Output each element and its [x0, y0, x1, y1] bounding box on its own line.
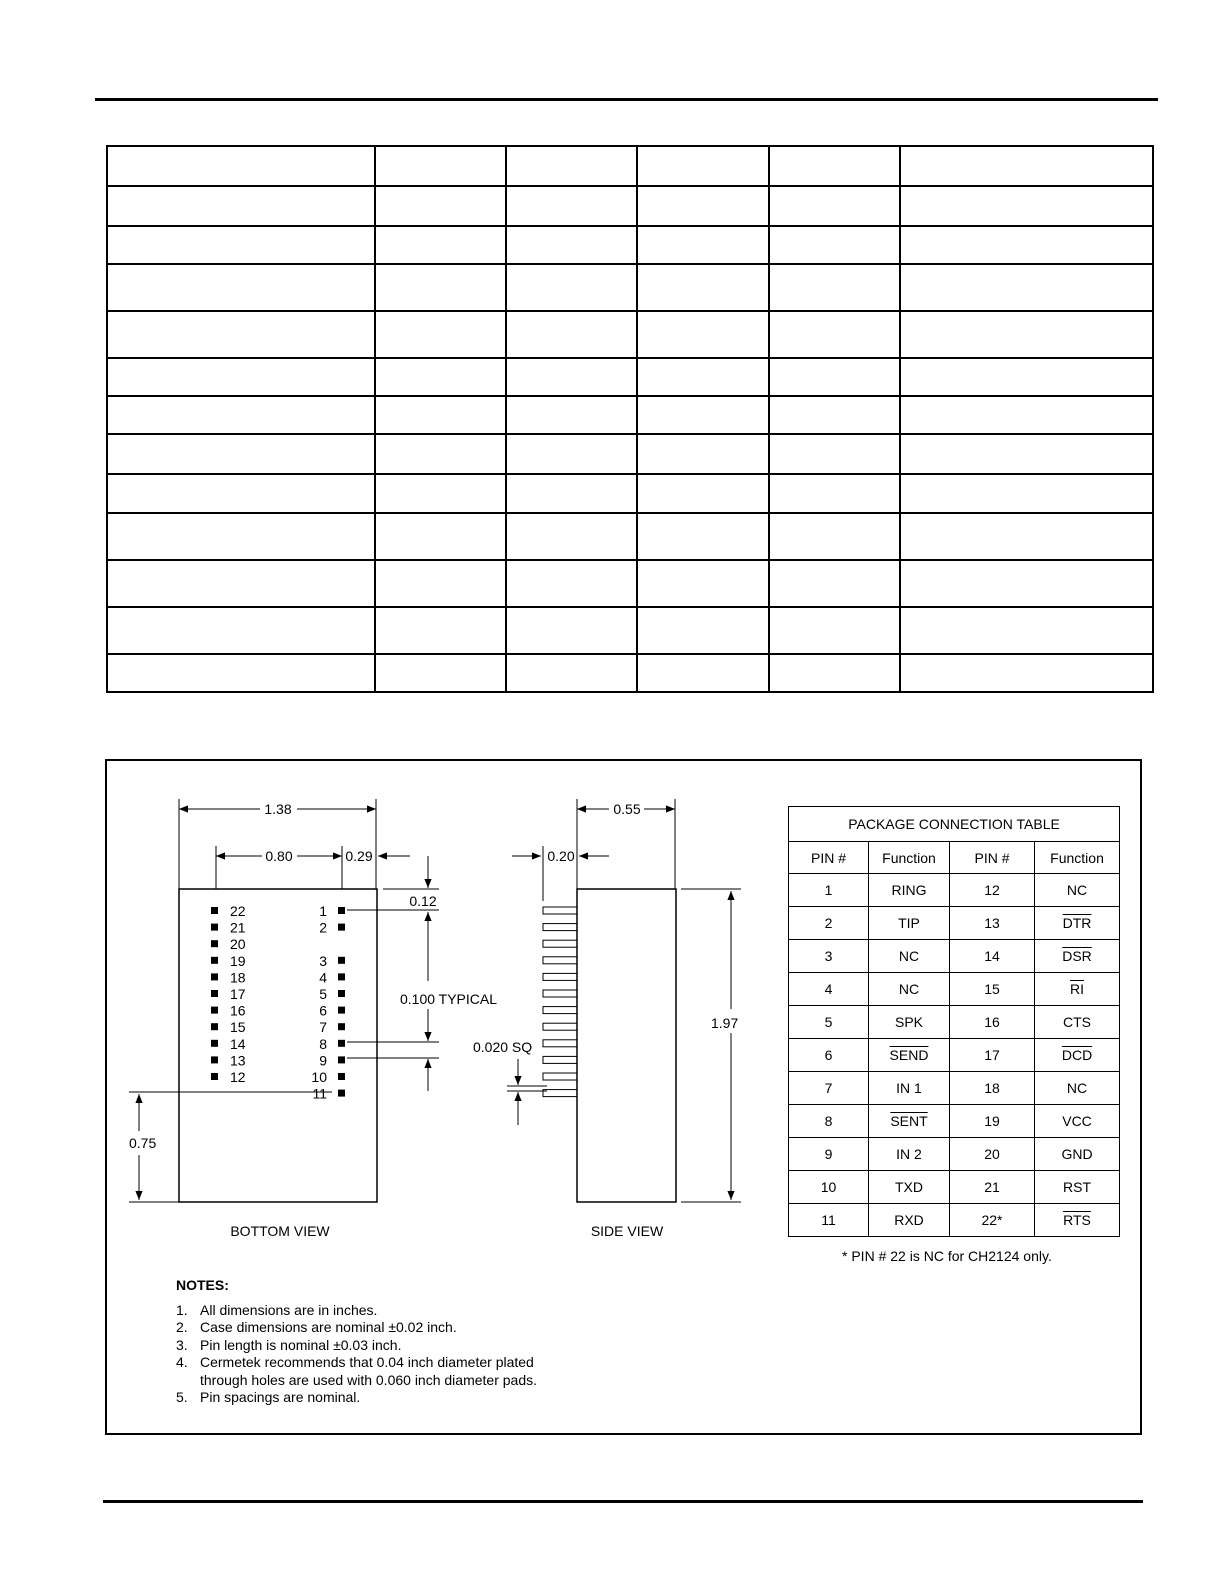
- pin-pad: [338, 1056, 345, 1063]
- pin-pad: [211, 990, 218, 997]
- pin-a-text: 8: [824, 1113, 833, 1129]
- note-text: All dimensions are in inches.: [200, 1301, 378, 1318]
- function-a-cell: [869, 907, 950, 940]
- pin-a-text: 11: [821, 1212, 836, 1228]
- note-text: Pin spacings are nominal.: [200, 1389, 361, 1405]
- spec-table-cell: [375, 654, 506, 692]
- spec-table-cell: [769, 396, 900, 434]
- spec-table-cell: [107, 146, 375, 186]
- header-function-b: Function: [1035, 842, 1120, 874]
- spec-table-cell: [107, 358, 375, 396]
- spec-table-cell: [375, 513, 506, 560]
- spec-table-cell: [107, 560, 375, 607]
- pin-a-text: 7: [824, 1080, 833, 1096]
- pin-b-text: 13: [984, 915, 1000, 931]
- function-a-text: SPK: [894, 1014, 923, 1030]
- spec-table-cell: [637, 474, 769, 513]
- pin-number-label: 6: [319, 1002, 327, 1019]
- pin-b-text: 18: [984, 1080, 1000, 1096]
- spec-table-cell: [900, 146, 1153, 186]
- note-item: [176, 1389, 537, 1407]
- spec-table-cell: [637, 226, 769, 264]
- pin-number-label: 17: [230, 986, 246, 1002]
- spec-table-row: [107, 358, 1153, 396]
- pin-number-label: 12: [230, 1069, 246, 1085]
- notes-title: NOTES:: [176, 1277, 229, 1293]
- spec-table-cell: [769, 654, 900, 692]
- function-b-text: $\overline{DTR}$: [1062, 915, 1092, 931]
- spec-table-cell: [107, 513, 375, 560]
- spec-table-cell: [769, 186, 900, 226]
- spec-table-cell: [637, 264, 769, 311]
- dim-pin-inset-label: 0.29: [345, 848, 373, 864]
- pin-b-text: 16: [984, 1014, 1000, 1030]
- pin-number-label: 4: [319, 969, 327, 986]
- pin-a-text: 10: [820, 1179, 837, 1195]
- package-table-title: PACKAGE CONNECTION TABLE: [789, 807, 1120, 842]
- pin-b-cell: [950, 1039, 1035, 1072]
- spec-table-cell: [107, 434, 375, 473]
- package-table-row: [789, 907, 1120, 940]
- pin-a-cell: [789, 874, 869, 907]
- spec-table-row: [107, 434, 1153, 473]
- dim-pin-size-label: 0.020 SQ: [473, 1039, 533, 1055]
- spec-table-row: [107, 311, 1153, 358]
- spec-table-cell: [506, 513, 637, 560]
- spec-table-cell: [506, 358, 637, 396]
- function-b-cell: [1035, 973, 1120, 1006]
- dim-top-offset-label: 0.12: [409, 893, 437, 909]
- pin-b-text: 14: [984, 948, 1000, 964]
- function-a-text: TIP: [898, 915, 920, 931]
- spec-table-cell: [375, 311, 506, 358]
- notes-section: [176, 1277, 537, 1407]
- pin-a-cell: [789, 1105, 869, 1138]
- pin-a-text: 3: [824, 948, 833, 964]
- dim-thickness-label: 0.55: [613, 801, 641, 817]
- pin-pad: [211, 1023, 218, 1030]
- pin-b-cell: [950, 1138, 1035, 1171]
- function-b-cell: [1035, 940, 1120, 973]
- spec-table-cell: [769, 474, 900, 513]
- spec-table-cell: [375, 264, 506, 311]
- function-a-cell: [869, 1204, 950, 1237]
- pin-b-text: 12: [984, 882, 1000, 898]
- note-number: 1.: [176, 1301, 188, 1318]
- package-table-row: [789, 874, 1120, 907]
- function-a-text: TXD: [895, 1179, 923, 1195]
- pin-number-label: 21: [230, 919, 246, 936]
- function-a-cell: [869, 874, 950, 907]
- side-pin: [543, 907, 577, 914]
- pin-b-cell: [950, 1006, 1035, 1039]
- right-pin-column: [311, 903, 345, 1102]
- function-b-cell: [1035, 1204, 1120, 1237]
- pin-number-label: 14: [230, 1035, 246, 1052]
- spec-table-cell: [637, 186, 769, 226]
- side-pin: [543, 973, 577, 980]
- pin-pad: [211, 940, 218, 947]
- side-pin: [543, 990, 577, 997]
- spec-table-cell: [769, 560, 900, 607]
- function-b-cell: [1035, 1105, 1120, 1138]
- pin-number-label: 20: [230, 936, 246, 953]
- pin-pad: [211, 1040, 218, 1047]
- pin-number-label: 8: [319, 1035, 327, 1052]
- function-a-text: RING: [891, 882, 927, 898]
- spec-table-cell: [900, 560, 1153, 607]
- side-pin: [543, 1090, 577, 1097]
- pin-a-text: 1: [824, 882, 833, 898]
- pin-pad: [338, 957, 345, 964]
- package-table-row: [789, 1138, 1120, 1171]
- note-item: [176, 1372, 537, 1390]
- side-pin: [543, 924, 577, 931]
- function-b-cell: [1035, 1039, 1120, 1072]
- side-view-label: SIDE VIEW: [590, 1223, 664, 1239]
- side-view-outline: [577, 889, 676, 1202]
- spec-table-cell: [769, 311, 900, 358]
- spec-table-cell: [107, 264, 375, 311]
- spec-table-row: [107, 226, 1153, 264]
- pin-b-text: 20: [984, 1146, 1000, 1162]
- pin-pad: [338, 1090, 345, 1097]
- function-b-text: CTS: [1063, 1014, 1092, 1030]
- pin-number-label: 15: [230, 1019, 246, 1036]
- spec-table-row: [107, 654, 1153, 692]
- function-b-text: RST: [1063, 1179, 1092, 1195]
- pin-a-cell: [789, 1072, 869, 1105]
- pin-pad: [211, 1073, 218, 1080]
- side-pin-row: [543, 907, 577, 1097]
- function-a-text: SENT: [890, 1113, 928, 1129]
- header-pin-b: PIN #: [950, 842, 1035, 874]
- header-function-a: Function: [869, 842, 950, 874]
- pin-number-label: 3: [319, 952, 327, 969]
- pin-number-label: 19: [230, 952, 246, 969]
- pin-a-cell: [789, 1006, 869, 1039]
- pin-b-cell: [950, 907, 1035, 940]
- note-text: Cermetek recommends that 0.04 inch diameter plated: [200, 1354, 534, 1370]
- spec-table-cell: [637, 513, 769, 560]
- spec-table-cell: [107, 474, 375, 513]
- pin-number-label: 18: [230, 969, 246, 986]
- spec-table-cell: [637, 607, 769, 654]
- pin-b-cell: [950, 1171, 1035, 1204]
- package-connection-table: [788, 806, 1120, 1237]
- function-a-cell: [869, 1138, 950, 1171]
- pin-b-text: 19: [984, 1113, 1000, 1129]
- side-pin: [543, 940, 577, 947]
- function-b-text: NC: [1066, 1080, 1088, 1096]
- bottom-view-label: BOTTOM VIEW: [230, 1223, 330, 1239]
- spec-table-cell: [637, 396, 769, 434]
- note-number: 2.: [176, 1319, 188, 1335]
- spec-table-row: [107, 560, 1153, 607]
- dim-pin-standoff-label: 0.20: [547, 848, 575, 864]
- spec-table-cell: [506, 560, 637, 607]
- function-b-text: $\overline{RI}$: [1070, 981, 1085, 997]
- dim-pin-pitch-label: 0.100 TYPICAL: [400, 991, 498, 1007]
- spec-table-cell: [900, 311, 1153, 358]
- function-a-text: NC: [898, 948, 920, 964]
- pin-b-text: 21: [984, 1179, 1000, 1195]
- spec-table-cell: [769, 146, 900, 186]
- package-table-row: [789, 1204, 1120, 1237]
- pin-a-cell: [789, 907, 869, 940]
- dim-row-spacing-label: 0.80: [265, 848, 293, 864]
- spec-table-cell: [637, 146, 769, 186]
- pin-a-text: 2: [824, 915, 833, 931]
- note-number: 5.: [176, 1389, 188, 1405]
- pin-pad: [338, 1023, 345, 1030]
- pin-a-text: 5: [824, 1014, 833, 1030]
- note-number: [176, 1372, 200, 1390]
- pin-pad: [211, 1007, 218, 1014]
- side-pin: [543, 957, 577, 964]
- note-item: [176, 1354, 537, 1372]
- pin-b-text: 17: [984, 1047, 1000, 1063]
- spec-table-cell: [900, 226, 1153, 264]
- pin-b-cell: [950, 940, 1035, 973]
- spec-table-cell: [375, 396, 506, 434]
- pin-number-label: 10: [311, 1069, 327, 1085]
- function-a-cell: [869, 1006, 950, 1039]
- function-a-cell: [869, 940, 950, 973]
- pin-a-cell: [789, 940, 869, 973]
- spec-table-cell: [107, 396, 375, 434]
- header-rule: [95, 98, 1158, 101]
- note-number: 3.: [176, 1336, 188, 1353]
- note-text: Case dimensions are nominal ±0.02 inch.: [200, 1319, 457, 1335]
- function-a-cell: [869, 1039, 950, 1072]
- pin-a-text: 6: [824, 1047, 833, 1063]
- spec-table-cell: [375, 358, 506, 396]
- pin-number-label: 22: [230, 903, 246, 919]
- spec-table: [106, 145, 1154, 693]
- pin-pad: [338, 924, 345, 931]
- pin-b-cell: [950, 1072, 1035, 1105]
- side-pin: [543, 1073, 577, 1080]
- pin-pad: [338, 1073, 345, 1080]
- package-table-row: [789, 1072, 1120, 1105]
- package-table-row: [789, 1171, 1120, 1204]
- pin-pad: [211, 1056, 218, 1063]
- spec-table-cell: [375, 607, 506, 654]
- spec-table-row: [107, 607, 1153, 654]
- spec-table-cell: [506, 311, 637, 358]
- pin-pad: [338, 1007, 345, 1014]
- function-b-cell: [1035, 907, 1120, 940]
- package-table-row: [789, 973, 1120, 1006]
- package-table-row: [789, 1105, 1120, 1138]
- note-item: [176, 1319, 537, 1337]
- function-b-text: GND: [1061, 1146, 1093, 1162]
- spec-table-row: [107, 396, 1153, 434]
- spec-table-cell: [506, 396, 637, 434]
- function-a-cell: [869, 1171, 950, 1204]
- spec-table-cell: [900, 513, 1153, 560]
- package-table-row: [789, 1006, 1120, 1039]
- pin-pad: [211, 957, 218, 964]
- spec-table-cell: [637, 358, 769, 396]
- pin-b-text: 15: [984, 981, 1000, 997]
- header-pin-a: PIN #: [789, 842, 869, 874]
- function-b-cell: [1035, 1171, 1120, 1204]
- function-a-cell: [869, 1072, 950, 1105]
- left-pin-column: [211, 903, 246, 1085]
- function-b-cell: [1035, 874, 1120, 907]
- spec-table-cell: [769, 434, 900, 473]
- spec-table-cell: [637, 654, 769, 692]
- pin-a-cell: [789, 1138, 869, 1171]
- function-b-cell: [1035, 1138, 1120, 1171]
- pin-pad: [338, 1040, 345, 1047]
- function-b-text: $\overline{DCD}$: [1061, 1047, 1093, 1063]
- spec-table-cell: [769, 607, 900, 654]
- spec-table-cell: [769, 226, 900, 264]
- pin-number-label: 5: [319, 986, 327, 1002]
- spec-table-cell: [375, 474, 506, 513]
- pin-a-cell: [789, 973, 869, 1006]
- spec-table-row: [107, 186, 1153, 226]
- spec-table-cell: [107, 311, 375, 358]
- function-b-cell: [1035, 1006, 1120, 1039]
- footer-rule: [103, 1500, 1143, 1503]
- pin-b-cell: [950, 874, 1035, 907]
- spec-table-cell: [900, 434, 1153, 473]
- pin-number-label: 16: [230, 1002, 246, 1019]
- spec-table-cell: [769, 513, 900, 560]
- package-table-row: [789, 1039, 1120, 1072]
- notes-list: [176, 1302, 537, 1407]
- package-table-footnote: * PIN # 22 is NC for CH2124 only.: [842, 1248, 1052, 1264]
- spec-table-row: [107, 146, 1153, 186]
- function-b-text: VCC: [1062, 1113, 1092, 1129]
- pin-pad: [211, 924, 218, 931]
- function-a-text: SEND: [889, 1047, 929, 1063]
- pin-pad: [338, 973, 345, 980]
- side-pin: [543, 1007, 577, 1014]
- pin-number-label: 9: [319, 1052, 327, 1069]
- pin-a-text: 4: [824, 981, 833, 997]
- pin-b-cell: [950, 973, 1035, 1006]
- spec-table-cell: [900, 358, 1153, 396]
- function-a-text: IN 2: [896, 1146, 922, 1162]
- package-table-row: [789, 940, 1120, 973]
- function-b-text: NC: [1066, 882, 1088, 898]
- pin-number-label: 11: [312, 1085, 327, 1102]
- pin-a-cell: [789, 1039, 869, 1072]
- spec-table-row: [107, 474, 1153, 513]
- spec-table-cell: [637, 434, 769, 473]
- pin-number-label: 1: [319, 903, 327, 919]
- function-b-cell: [1035, 1072, 1120, 1105]
- spec-table-cell: [637, 560, 769, 607]
- spec-table-cell: [900, 654, 1153, 692]
- spec-table-cell: [375, 186, 506, 226]
- function-a-cell: [869, 1105, 950, 1138]
- side-pin: [543, 1056, 577, 1063]
- spec-table-row: [107, 264, 1153, 311]
- spec-table-cell: [375, 434, 506, 473]
- spec-table-cell: [900, 474, 1153, 513]
- note-number: 4.: [176, 1354, 188, 1370]
- pin-a-cell: [789, 1171, 869, 1204]
- spec-table-cell: [506, 186, 637, 226]
- spec-table-cell: [637, 311, 769, 358]
- pin-number-label: 7: [319, 1019, 327, 1036]
- bottom-view-outline: [179, 889, 377, 1202]
- pin-a-text: 9: [824, 1146, 833, 1162]
- function-a-text: IN 1: [896, 1080, 922, 1096]
- spec-table-cell: [107, 654, 375, 692]
- spec-table-cell: [769, 358, 900, 396]
- function-b-text: $\overline{DSR}$: [1062, 948, 1092, 964]
- spec-table-cell: [506, 474, 637, 513]
- spec-table-cell: [769, 264, 900, 311]
- pin-b-text: 22*: [981, 1212, 1003, 1228]
- spec-table-row: [107, 513, 1153, 560]
- spec-table-cell: [375, 226, 506, 264]
- dim-width-label: 1.38: [264, 801, 292, 817]
- pin-number-label: 13: [230, 1052, 246, 1069]
- pin-b-cell: [950, 1105, 1035, 1138]
- function-a-text: NC: [898, 981, 920, 997]
- pin-pad: [338, 990, 345, 997]
- spec-table-cell: [506, 226, 637, 264]
- spec-table-cell: [375, 560, 506, 607]
- dim-left-offset-label: 0.75: [129, 1135, 157, 1151]
- side-pin: [543, 1023, 577, 1030]
- spec-table-cell: [506, 654, 637, 692]
- pin-pad: [211, 907, 218, 914]
- dim-height-label: 1.97: [711, 1015, 739, 1031]
- pin-pad: [338, 907, 345, 914]
- pin-b-cell: [950, 1204, 1035, 1237]
- spec-table-cell: [900, 186, 1153, 226]
- function-b-text: $\overline{RTS}$: [1063, 1212, 1091, 1228]
- spec-table-cell: [375, 146, 506, 186]
- spec-table-cell: [900, 607, 1153, 654]
- spec-table-cell: [506, 264, 637, 311]
- spec-table-cell: [506, 607, 637, 654]
- spec-table-cell: [506, 146, 637, 186]
- note-text: Pin length is nominal ±0.03 inch.: [200, 1336, 402, 1353]
- spec-table-cell: [506, 434, 637, 473]
- note-text: through holes are used with 0.060 inch diameter pads.: [200, 1371, 537, 1388]
- spec-table-cell: [900, 264, 1153, 311]
- pin-a-cell: [789, 1204, 869, 1237]
- side-pin: [543, 1040, 577, 1047]
- spec-table-cell: [900, 396, 1153, 434]
- note-item: [176, 1302, 537, 1320]
- pin-pad: [211, 973, 218, 980]
- pin-number-label: 2: [319, 919, 327, 936]
- spec-table-cell: [107, 186, 375, 226]
- spec-table-cell: [107, 226, 375, 264]
- note-item: [176, 1337, 537, 1355]
- function-a-cell: [869, 973, 950, 1006]
- function-a-text: RXD: [894, 1212, 924, 1228]
- spec-table-cell: [107, 607, 375, 654]
